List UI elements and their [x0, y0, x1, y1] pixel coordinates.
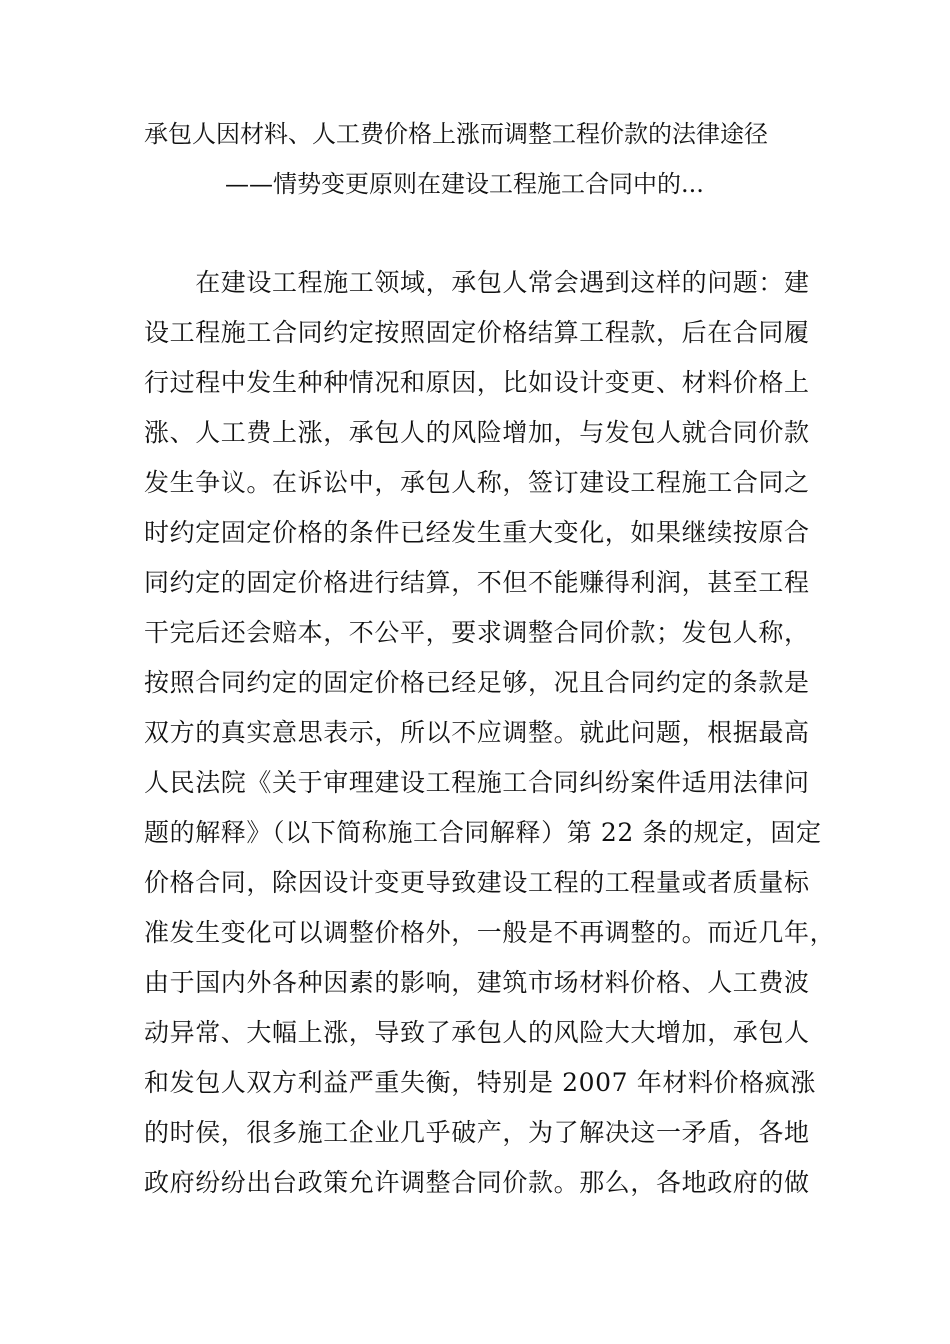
paragraph-line: 按照合同约定的固定价格已经足够，况且合同约定的条款是 [144, 668, 810, 697]
paragraph-line: 发生争议。在诉讼中，承包人称，签订建设工程施工合同之 [144, 468, 810, 497]
paragraph-line: 设工程施工合同约定按照固定价格结算工程款，后在合同履 [144, 318, 810, 347]
paragraph-line: 行过程中发生种种情况和原因，比如设计变更、材料价格上 [144, 368, 810, 397]
paragraph-line: 双方的真实意思表示，所以不应调整。就此问题，根据最高 [144, 718, 810, 747]
paragraph-line: 的时侯，很多施工企业几乎破产，为了解决这一矛盾，各地 [144, 1118, 810, 1147]
document-title: 承包人因材料、人工费价格上涨而调整工程价款的法律途径 [144, 120, 768, 148]
paragraph-line: 由于国内外各种因素的影响，建筑市场材料价格、人工费波 [144, 968, 810, 997]
paragraph-line: 在建设工程施工领域，承包人常会遇到这样的问题：建 [144, 268, 810, 297]
paragraph-line: 时约定固定价格的条件已经发生重大变化，如果继续按原合 [144, 518, 810, 547]
paragraph-line: 同约定的固定价格进行结算，不但不能赚得利润，甚至工程 [144, 568, 810, 597]
paragraph-line: 涨、人工费上涨，承包人的风险增加，与发包人就合同价款 [144, 418, 810, 447]
paragraph-line: 政府纷纷出台政策允许调整合同价款。那么，各地政府的做 [144, 1168, 810, 1197]
paragraph-line: 干完后还会赔本，不公平，要求调整合同价款；发包人称， [144, 618, 810, 647]
paragraph-line: 价格合同，除因设计变更导致建设工程的工程量或者质量标 [144, 868, 810, 897]
paragraph-line: 准发生变化可以调整价格外，一般是不再调整的。而近几年， [144, 918, 836, 947]
paragraph-line: 题的解释》（以下简称施工合同解释）第 22 条的规定，固定 [144, 818, 822, 847]
paragraph-line: 动异常、大幅上涨，导致了承包人的风险大大增加，承包人 [144, 1018, 810, 1047]
paragraph-line: 和发包人双方利益严重失衡，特别是 2007 年材料价格疯涨 [144, 1068, 816, 1097]
document-subtitle: ——情势变更原则在建设工程施工合同中的... [225, 170, 704, 198]
paragraph-line: 人民法院《关于审理建设工程施工合同纠纷案件适用法律问 [144, 768, 810, 797]
